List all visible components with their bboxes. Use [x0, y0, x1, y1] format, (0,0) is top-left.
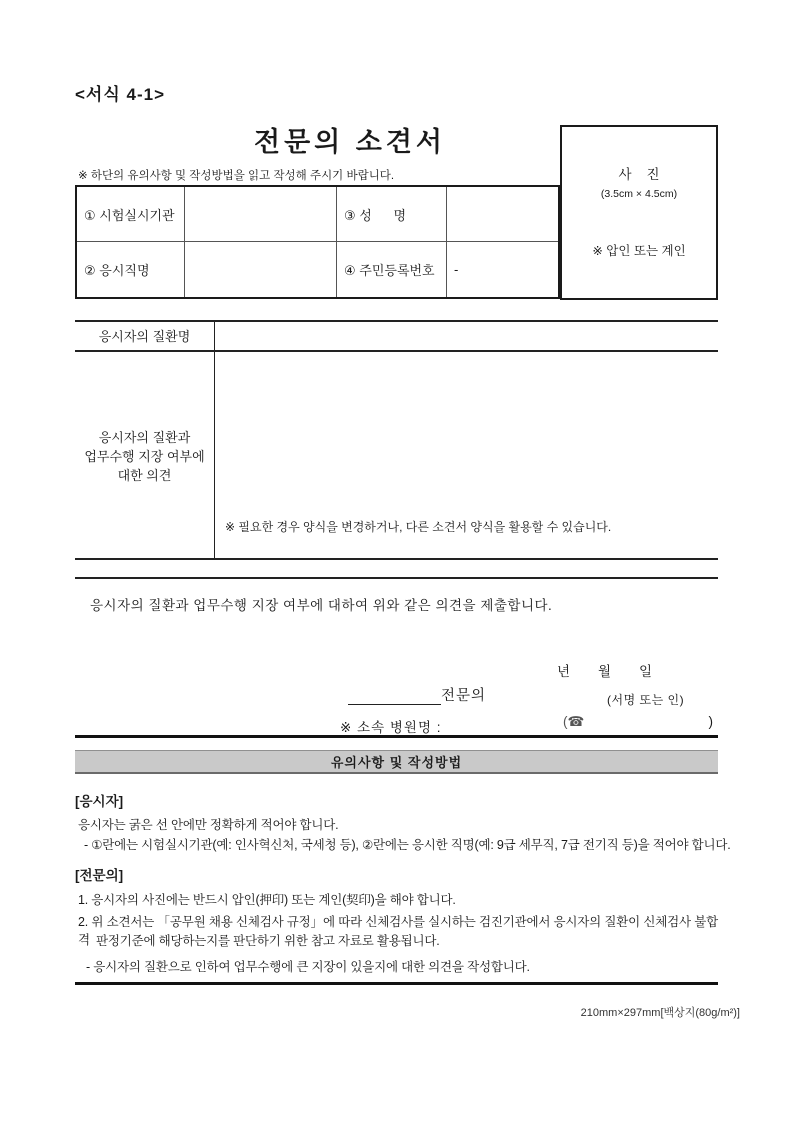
opinion-value-area	[215, 352, 718, 560]
hospital-phone-field	[563, 714, 713, 730]
notice-bar-title: 유의사항 및 작성방법	[330, 755, 463, 770]
applicant-note-2: - ①란에는 시험실시기관(예: 인사혁신처, 국세청 등), ②란에는 응시한 직명(예: 9급 세무직, 7급 전기직 등)을 적어야 합니다.	[84, 838, 731, 852]
field-label-resident-number: ④ 주민등록번호	[337, 242, 447, 297]
doctor-name-blank	[348, 688, 441, 705]
submission-statement: 응시자의 질환과 업무수행 지장 여부에 대하여 위와 같은 의견을 제출합니다.	[90, 598, 553, 613]
photo-label: 사 진	[618, 167, 660, 182]
doctor-title-label: 전문의	[441, 688, 487, 704]
opinion-label-line2: 업무수행 지장 여부에	[84, 448, 205, 464]
opinion-label-line1: 응시자의 질환과	[98, 429, 191, 445]
photo-size-spec: (3.5cm × 4.5cm)	[600, 188, 678, 200]
opinion-row	[75, 352, 718, 560]
date-line	[557, 660, 652, 680]
page-title: 전문의 소견서	[254, 127, 446, 157]
notice-bar	[75, 750, 718, 774]
phone-icon: (☎	[563, 714, 585, 729]
photo-stamp-note: ※ 압인 또는 계인	[592, 244, 686, 258]
signature-section-bottom-line	[75, 735, 718, 738]
doctor-note-2-line2: 판정기준에 해당하는지를 판단하기 위한 참고 자료로 활용됩니다.	[96, 934, 440, 948]
page-bottom-line	[75, 982, 718, 985]
doctor-signature-line	[348, 684, 486, 705]
disease-name-label: 응시자의 질환명	[75, 322, 215, 350]
applicant-note-1: 응시자는 굵은 선 안에만 정확하게 적어야 합니다.	[78, 818, 339, 832]
opinion-label-line3: 대한 의견	[117, 467, 172, 483]
doctor-note-1: 1. 응시자의 사진에는 반드시 압인(押印) 또는 계인(契印)을 해야 합니다.	[78, 893, 456, 907]
opinion-label	[75, 352, 215, 560]
doctor-note-2-line1: 2. 위 소견서는 「공무원 채용 신체검사 규정」에 따라 신체검사를 실시하는 검진기관에서 응시자의 질환이 신체검사 불합격	[78, 915, 718, 947]
field-value-resident-number: -	[454, 262, 459, 277]
date-day-label: 일	[638, 664, 652, 679]
opinion-table	[75, 320, 718, 560]
field-label-name: ③ 성 명	[337, 187, 447, 242]
photo-box	[560, 125, 718, 300]
date-year-label: 년	[557, 664, 571, 679]
applicant-section-heading: [응시자]	[75, 794, 124, 809]
disease-name-value	[215, 322, 718, 350]
date-month-label: 월	[597, 664, 612, 679]
hospital-name-label: ※ 소속 병원명 :	[340, 720, 442, 735]
applicant-info-table	[75, 185, 560, 299]
paper-spec-footer: 210mm×297mm[백상지(80g/m²)]	[580, 1007, 740, 1019]
field-value-exam-agency	[185, 187, 337, 242]
field-label-exam-agency: ① 시험실시기관	[77, 187, 185, 242]
sign-or-seal-note: (서명 또는 인)	[607, 693, 685, 707]
phone-paren-close: )	[708, 714, 713, 729]
header-instruction-note: ※ 하단의 유의사항 및 작성방법을 읽고 작성해 주시기 바랍니다.	[78, 170, 395, 182]
opinion-format-note: ※ 필요한 경우 양식을 변경하거나, 다른 소견서 양식을 활용할 수 있습니다.	[225, 520, 612, 534]
section-divider-line	[75, 577, 718, 579]
form-code: <서식 4-1>	[75, 85, 165, 104]
field-label-position: ② 응시직명	[77, 242, 185, 297]
disease-name-row	[75, 322, 718, 352]
doctor-section-heading: [전문의]	[75, 868, 124, 883]
field-value-position	[185, 242, 337, 297]
field-value-name	[447, 187, 558, 242]
doctor-note-3: - 응시자의 질환으로 인하여 업무수행에 큰 지장이 있을지에 대한 의견을 작성합니다.	[86, 960, 530, 974]
